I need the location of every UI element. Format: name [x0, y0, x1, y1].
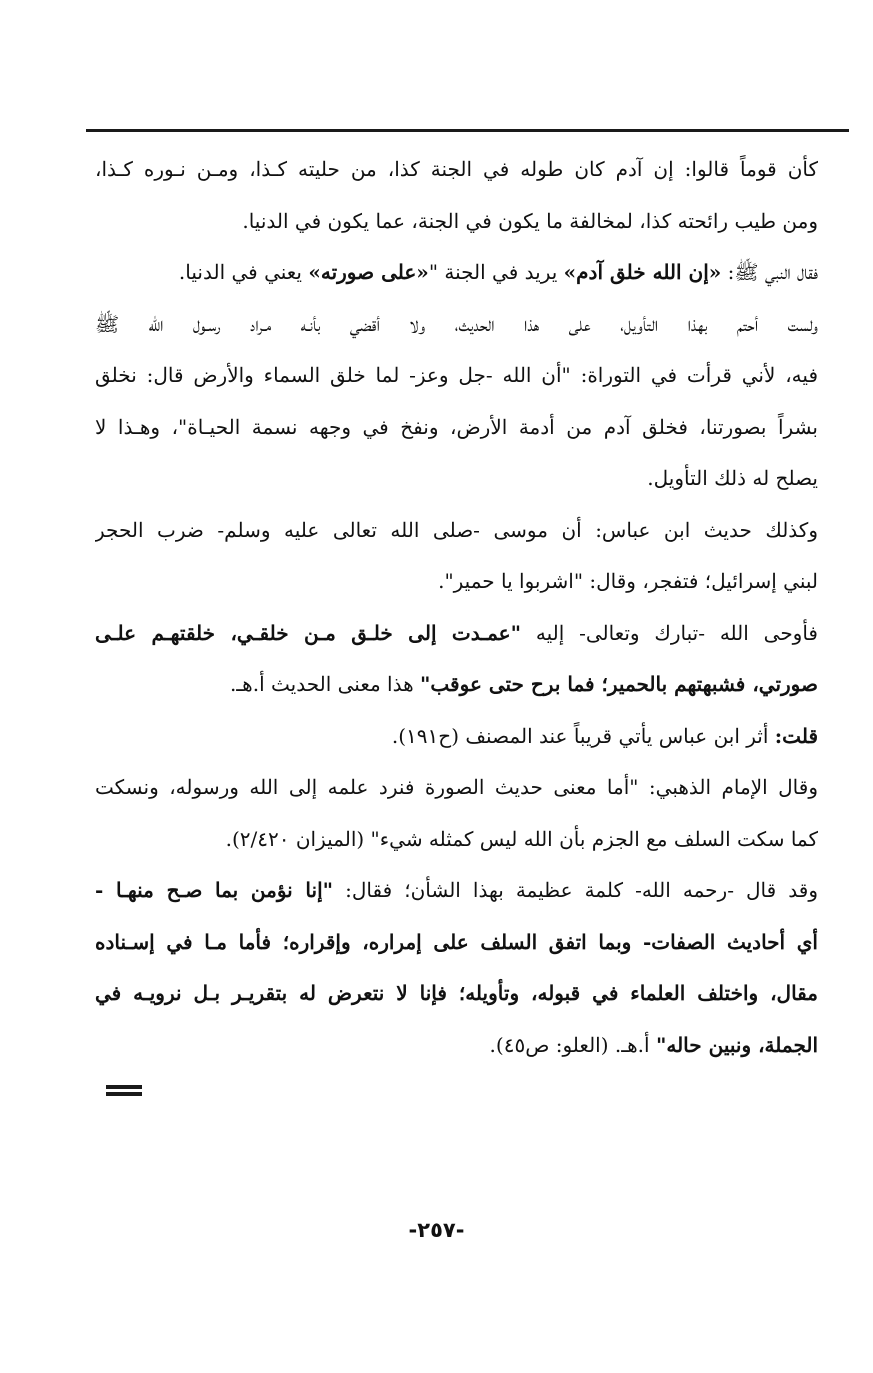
text-line — [95, 350, 818, 402]
line-text: بشراً بصورتنا، فخلق آدم من أدمة الأرض، ونفخ في وجهه نسمة الحيـاة"، وهـذا لا — [95, 414, 818, 439]
page-number: -٢٥٧- — [408, 1218, 465, 1242]
line-text: ومن طيب رائحته كذا، لمخالفة ما يكون في الجنة، عما يكون في الدنيا. — [242, 208, 818, 233]
text-line — [95, 1020, 818, 1072]
line-text: هذا معنى الحديث أ.هـ. — [229, 672, 420, 696]
emphasized-text: «على صورته» — [308, 260, 429, 284]
top-rule — [86, 129, 849, 132]
line-text: مقال، واختلف العلماء في قبوله، وتأويله؛ فإنا لا نتعرض له بتقريـر بـل نرويـه في — [95, 981, 818, 1005]
line-text: أي أحاديث الصفات- وبما اتفق السلف على إمراره، وإقراره؛ فأما مـا في إسـناده — [95, 929, 818, 954]
text-line — [95, 865, 818, 917]
line-text: كما سكت السلف مع الجزم بأن الله ليس كمثله شيء" (الميزان ٢/٤٢٠). — [225, 826, 818, 851]
line-text: فقال النبي ﷺ: — [721, 260, 818, 284]
line-text: وكذلك حديث ابن عباس: أن موسى -صلى الله تعالى عليه وسلم- ضرب الحجر — [95, 517, 818, 542]
text-line — [95, 711, 818, 763]
emphasized-text: الجملة، ونبين حاله" — [655, 1032, 818, 1057]
text-line — [95, 814, 818, 866]
text-line — [95, 402, 818, 454]
text-line — [95, 144, 818, 196]
line-text: لبني إسرائيل؛ فتفجر، وقال: "اشربوا يا حمير". — [438, 569, 818, 593]
line-text: يريد في الجنة " — [428, 260, 564, 284]
text-line — [95, 968, 818, 1020]
line-text: ولست أحتم بهذا التأويل، على هذا الحديث، ولا أقضي بأنـه مـراد رسـول الله ﷺ — [95, 311, 818, 336]
emphasized-text: قلت: — [774, 723, 818, 748]
text-line — [95, 196, 818, 248]
text-line — [95, 299, 818, 351]
line-text: أثر ابن عباس يأتي قريباً عند المصنف (ح١٩١). — [391, 723, 775, 748]
emphasized-text: "عمـدت إلى خلـق مـن خلقـي، خلقتهـم علـى — [95, 620, 522, 645]
line-text: أ.هـ. (العلو: ص٤٥). — [489, 1032, 656, 1057]
text-line — [95, 762, 818, 814]
line-text: كأن قوماً قالوا: إن آدم كان طوله في الجنة كذا، من حليته كـذا، ومـن نـوره كـذا، — [95, 157, 818, 181]
text-line — [95, 247, 818, 299]
line-text: وقد قال -رحمه الله- كلمة عظيمة بهذا الشأن؛ فقال: — [333, 878, 818, 902]
line-text: فيه، لأني قرأت في التوراة: "أن الله -جل وعز- لما خلق السماء والأرض قال: نخلق — [95, 363, 818, 387]
text-line — [95, 505, 818, 557]
text-line — [95, 556, 818, 608]
text-line — [95, 608, 818, 660]
text-line — [95, 917, 818, 969]
text-line — [95, 659, 818, 711]
text-line — [95, 453, 818, 505]
line-text: فأوحى الله -تبارك وتعالى- إليه — [521, 620, 818, 645]
section-end-mark — [106, 1085, 142, 1099]
emphasized-text: صورتي، فشبهتهم بالحمير؛ فما برح حتى عوقب" — [420, 672, 818, 696]
emphasized-text: «إن الله خلق آدم» — [563, 260, 722, 284]
line-text: يعني في الدنيا. — [178, 260, 309, 284]
line-text: يصلح له ذلك التأويل. — [647, 466, 818, 490]
line-text: وقال الإمام الذهبي: "أما معنى حديث الصورة فنرد علمه إلى الله ورسوله، ونسكت — [95, 775, 818, 799]
emphasized-text: "إنا نؤمن بما صـح منهـا - — [95, 878, 334, 902]
page-body — [95, 144, 818, 1071]
